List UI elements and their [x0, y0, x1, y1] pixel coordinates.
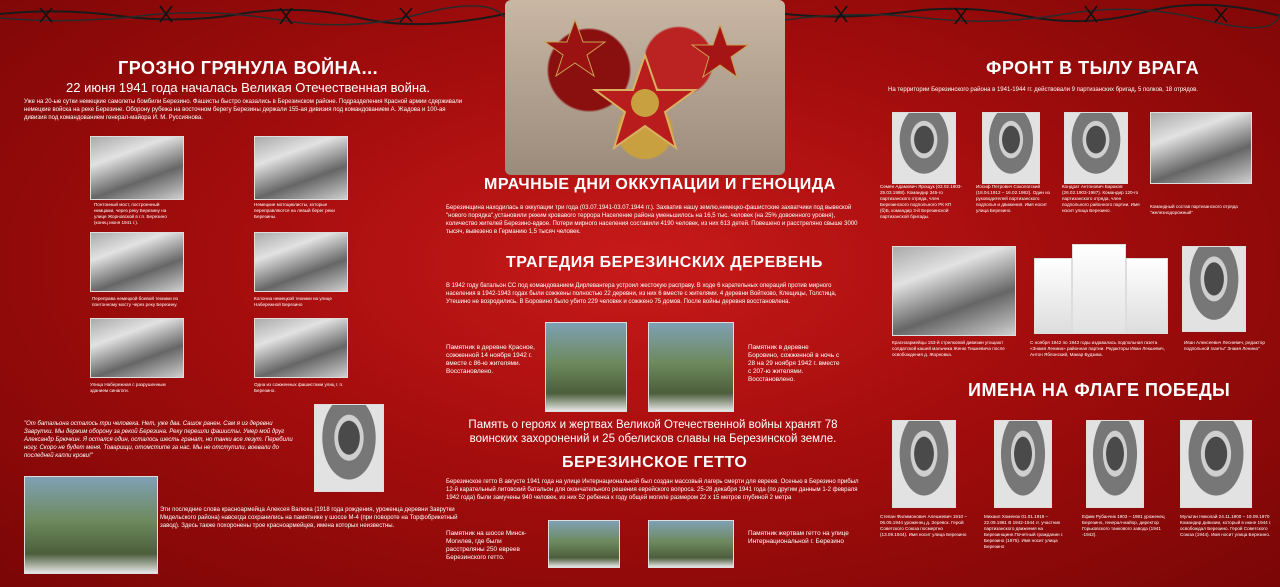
hero-portrait: [1086, 420, 1144, 508]
memorial-text: Эти последние слова красноармейца Алексея Валюка (1918 года рождения, уроженца деревни Заврутки Мидельского района) навсегда сохранились на памятнике у шоссе М-4 (при повороте на Торфобрикетный завод). Здесь также похоронены трое красноармейцев, имена которых неизвестны.: [160, 507, 458, 529]
flag-title: ИМЕНА НА ФЛАГЕ ПОБЕДЫ: [968, 380, 1231, 400]
memorial-photo: [24, 476, 158, 574]
hero-portrait: [892, 420, 956, 508]
partisan-portrait: [892, 112, 956, 184]
photo-caption: Немецкие мотоциклисты, которые переправляются на левый берег реки Березины.: [254, 202, 335, 219]
left-intro: Уже на 20-ые сутки немецкие самолеты бомбили Березино. Фашисты быстро оказались в Березинском районе. Подразделения Красной армии сдерживали немецкие войска на реке Березине. Оборону рубежа на восточном берегу Березины держали 155-ая дивизия под командованием А. Жадова и 100-ая дивизия под командованием генерал-майора И. М. Руссиянова.: [24, 99, 463, 121]
hero-portrait: [994, 420, 1052, 508]
partisan-caption: Иосиф Петрович Сокологский (18.04.1912 – 16.02.1982). Один из руководителей партизанского подполья и движения. Имя носит улица Березино.: [976, 184, 1050, 213]
partisan-portrait: [1064, 112, 1128, 184]
borovino-memorial-photo: [648, 322, 734, 412]
partisan-caption: Командный состав партизанского отряда "железнодорожный": [1150, 204, 1238, 215]
soldiers-feeding-boy-photo: [892, 246, 1016, 336]
hero-caption: Михаил Хоменок 01.01.1919 – 22.09.1981 В 1942-1944 гг. участник партизанского движения на Березинщине.Почетный гражданин г. Березино (1975). Имя носит улица Березино: [984, 514, 1064, 549]
motorcyclists-photo: [254, 136, 348, 200]
partisan-caption: Семен Адамович Ярощук (03.02.1903-25.03.1988). Командир 345-го партизанского отряда, член Березинского подпольного РК КП (б)Б, командир 3-й Березинской партизанской бригады.: [880, 184, 962, 219]
hero-caption: Степан Филимонович Алешкевич 1910 – 06.05.1944 уроженец д. Зеревск. Герой Советского Союза посмертно (13.09.1944). Имя носит улица Березино: [880, 514, 967, 537]
ghetto-right-caption: Памятник жертвам гетто на улице Интернациональной г. Березино: [748, 530, 849, 545]
photo-caption: Переправа немецкой боевой техники по понтонному мосту через реку Березину.: [92, 296, 179, 307]
memory-text: Память о героях и жертвах Великой Отечественной войны хранят 78 воинских захоронений и 25 обелисков славы на Березинской земле.: [468, 419, 838, 445]
partisan-caption: Кондрат Антонович Бараков (26.02.1903-1987). Командир 120-го партизанского отряда, член подпольного районного партии. Имя носит улица Березино.: [1062, 184, 1140, 213]
front-caption: Иван Алексеевич Лесневич, редактор подпольной газеты" Знамя Ленина": [1184, 340, 1265, 351]
pontoon-bridge-photo: [90, 136, 184, 200]
synagogue-ruins-photo: [90, 318, 184, 378]
ghetto-street-memorial-photo: [648, 520, 734, 568]
ghetto-title: БЕРЕЗИНСКОЕ ГЕТТО: [562, 454, 748, 471]
borovino-caption: Памятник в деревне Боровино, сожженной в ночь с 28 на 29 ноября 1942 г. вместе с 207-ю жителями. Восстановлено.: [748, 344, 840, 383]
hero-caption: Мультан Николай 24.11.1900 – 19.09.1970 Командир дивизии, который в июне 1944 г. освобождал Березино. Герой Советского Союза (1944). Имя носит улица Березино.: [1180, 514, 1272, 537]
occupation-text: Березинщина находилась в оккупации три года (03.07.1941-03.07.1944 гг.). Захватив нашу землю,немецко-фашистские захватчики под вывеской "нового порядка",установили режим кровавого террора Население района уменьшилось на 16,5 тыс. человек (на 25% довоенного уровня), количество жителей Березино-вдвое. Потери мирного населения составили 4190 человек, из них 613 детей. Повешено и расстреляно свыше 3000 тысяч, вывезено в Германию 1,5 тысяч человек.: [446, 205, 858, 235]
front-caption: С ноября 1942 по 1943 годы издавалась подпольная газета «Знамя Ленина» районная партии. Редакторы Иван Лекшевич, Антон Яблонский, Макар Будзика.: [1030, 340, 1165, 357]
front-caption: Красноармейцы 153-й стрелковой дивизии угощают солдатской кашей мальчика Женю Тишкевича после освобождения д. Жорновка.: [892, 340, 1005, 357]
photo-caption: Колонна немецкой техники на улице Набережной Березино: [254, 296, 332, 307]
order-star-icon: [505, 0, 785, 175]
burned-street-photo: [254, 318, 348, 378]
photo-caption: Понтонный мост, построенный немцами, через реку Березину на улице Жорновской в г.п. Березино (конец июня 1941 г.).: [94, 202, 167, 225]
hero-caption: Ефим Рубанчик 1903 – 1981 уроженец Березино, генерал-майор, директор Горьковского танкового завода (1941 -1942).: [1082, 514, 1165, 537]
newspaper-page: [1034, 258, 1072, 334]
convoy-photo: [254, 232, 348, 292]
crossing-photo: [90, 232, 184, 292]
photo-caption: Улица Набережная с разрушенным зданием синагоги.: [90, 382, 166, 393]
left-lead: 22 июня 1941 года началась Великая Отечественная война.: [66, 80, 430, 95]
villages-text: В 1942 году батальон СС под командованием Дирлевангера устроил жестокую расправу. В ходе 6 карательных операций против мирного населения в 1942-1943 годах были сожжены полностью 22 деревни, из них 6 вместе с жителями. 4 деревни Войтково, Клещицы, Толстица, Утешино не возродились. В Боровино было убито 229 человек и сожжено 75 домов. После войны деревня восстановлена.: [446, 283, 837, 305]
krasnoe-caption: Памятник в деревне Красное, сожженной 14 ноября 1942 г. вместе с 86-ю жителями. Восстановлено.: [446, 344, 535, 375]
hero-portrait: [1180, 420, 1252, 508]
newspaper-page: [1072, 244, 1126, 334]
editor-portrait: [1182, 246, 1246, 332]
medals-collage-image: [505, 0, 785, 175]
partisan-group-photo: [1150, 112, 1252, 184]
soldier-quote: "От батальона осталось три человека. Нет, уже два. Сашок ранен. Сам я из деревни Заврутки. Мы держим оборону за рекой Березина. Реку перешли фашисты. Умер мой друг Александр Брючкин. Я остался один, осталось шесть гранат, но танки все лезут. Перебили ногу. Скоро не будет меня. Товарищи, отомстите за нас. Мы не отступили, воевали до последней капли крови!": [24, 421, 293, 459]
left-title: ГРОЗНО ГРЯНУЛА ВОЙНА...: [118, 58, 379, 78]
occupation-title: МРАЧНЫЕ ДНИ ОККУПАЦИИ И ГЕНОЦИДА: [484, 176, 836, 193]
newspaper-page: [1126, 258, 1168, 334]
krasnoe-memorial-photo: [545, 322, 627, 412]
soldier-portrait: [314, 404, 384, 492]
photo-caption: Одна из сожженных фашистами улиц г. п. Березино.: [254, 382, 344, 393]
partisan-portrait: [982, 112, 1040, 184]
front-title: ФРОНТ В ТЫЛУ ВРАГА: [986, 58, 1200, 78]
ghetto-left-caption: Памятник на шоссе Минск-Могилев, где были расстреляны 250 евреев Березинского гетто.: [446, 530, 527, 561]
ghetto-text: Березинское гетто В августе 1941 года на улице Интернациональной был создан массовый лагерь смерти для евреев. Осенью в Березино прибыл 12-й карательный литовский батальон для окончательного решения еврейского вопроса. 25-28 декабря 1941 года (по другим данным 1-2 февраля 1942 года) были замучены 940 человек, из них 52 ребенка к году общей могиле размером 22 х 15 метров глубиной 2 метра: [446, 479, 859, 501]
villages-title: ТРАГЕДИЯ БЕРЕЗИНСКИХ ДЕРЕВЕНЬ: [506, 254, 823, 271]
ghetto-highway-memorial-photo: [548, 520, 620, 568]
barbed-wire-left: [0, 0, 505, 32]
front-lead: На территории Березинского района в 1941-1944 гг. действовали 9 партизанских бригад, 5 полков, 18 отрядов.: [888, 87, 1198, 93]
barbed-wire-right: [785, 0, 1280, 32]
